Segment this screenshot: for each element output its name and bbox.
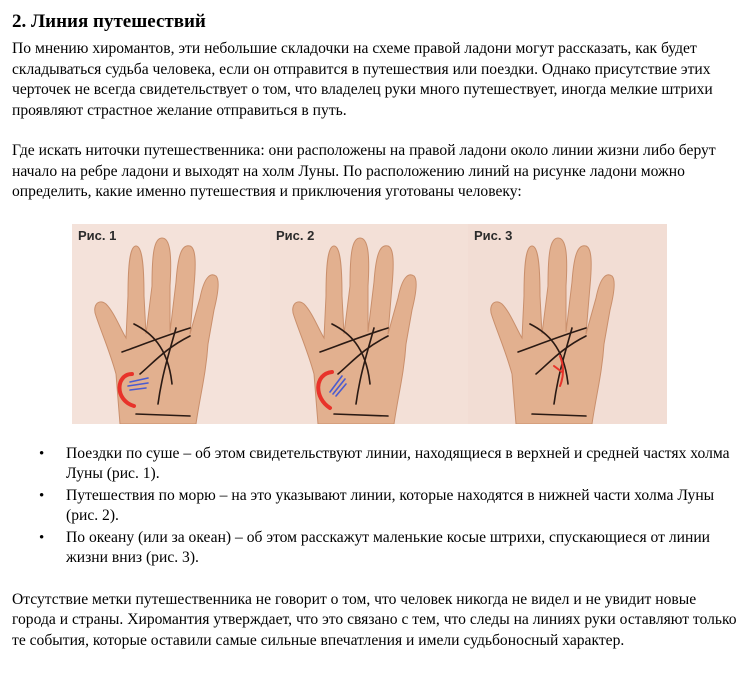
conclusion-paragraph: Отсутствие метки путешественника не говорит о том, что человек никогда не видел и не увидит новые города и страны. Хиромантия утверждает, что это связано с тем, что следы на линиях руки оставляют только те события, которые оставили самые сильные впечатления и имели судьбоносный характер.	[12, 590, 737, 649]
figure-3	[468, 224, 667, 424]
intro-paragraph: По мнению хиромантов, эти небольшие складочки на схеме правой ладони могут рассказать, как будет складываться судьба человека, если он отправится в путешествия или поездки. Однако присутствие этих черточек не всегда свидетельствует о том, что владелец руки много путешествует, иногда мелкие штрихи проявляют страстное желание отправиться в путь.	[12, 40, 713, 119]
list-item: • Поездки по суше – об этом свидетельствуют линии, находящиеся в верхней и средней частях холма Луны (рис. 1).	[66, 444, 740, 485]
figure-1-label: Рис. 1	[78, 227, 117, 243]
travel-types-list	[12, 444, 740, 569]
figure-1	[72, 224, 270, 424]
palm-3-image	[468, 224, 667, 424]
location-paragraph: Где искать ниточки путешественника: они расположены на правой ладони около линии жизни либо берут начало на ребре ладони и выходят на холм Луны. По расположению линий на рисунке ладони можно определить, какие именно путешествия и приключения уготованы человеку:	[12, 142, 716, 200]
figure-2-label: Рис. 2	[276, 227, 315, 243]
list-item: • По океану (или за океан) – об этом расскажут маленькие косые штрихи, спускающиеся от линии жизни вниз (рис. 3).	[66, 528, 740, 569]
figure-2	[270, 224, 468, 424]
section-heading: 2. Линия путешествий	[12, 11, 206, 32]
palm-1-image	[72, 224, 270, 424]
figure-3-label: Рис. 3	[474, 227, 513, 243]
palm-illustrations	[72, 224, 667, 424]
article	[12, 0, 740, 651]
palm-2-image	[270, 224, 468, 424]
list-item: • Путешествия по морю – на это указывают линии, которые находятся в нижней части холма Луны (рис. 2).	[66, 486, 740, 527]
